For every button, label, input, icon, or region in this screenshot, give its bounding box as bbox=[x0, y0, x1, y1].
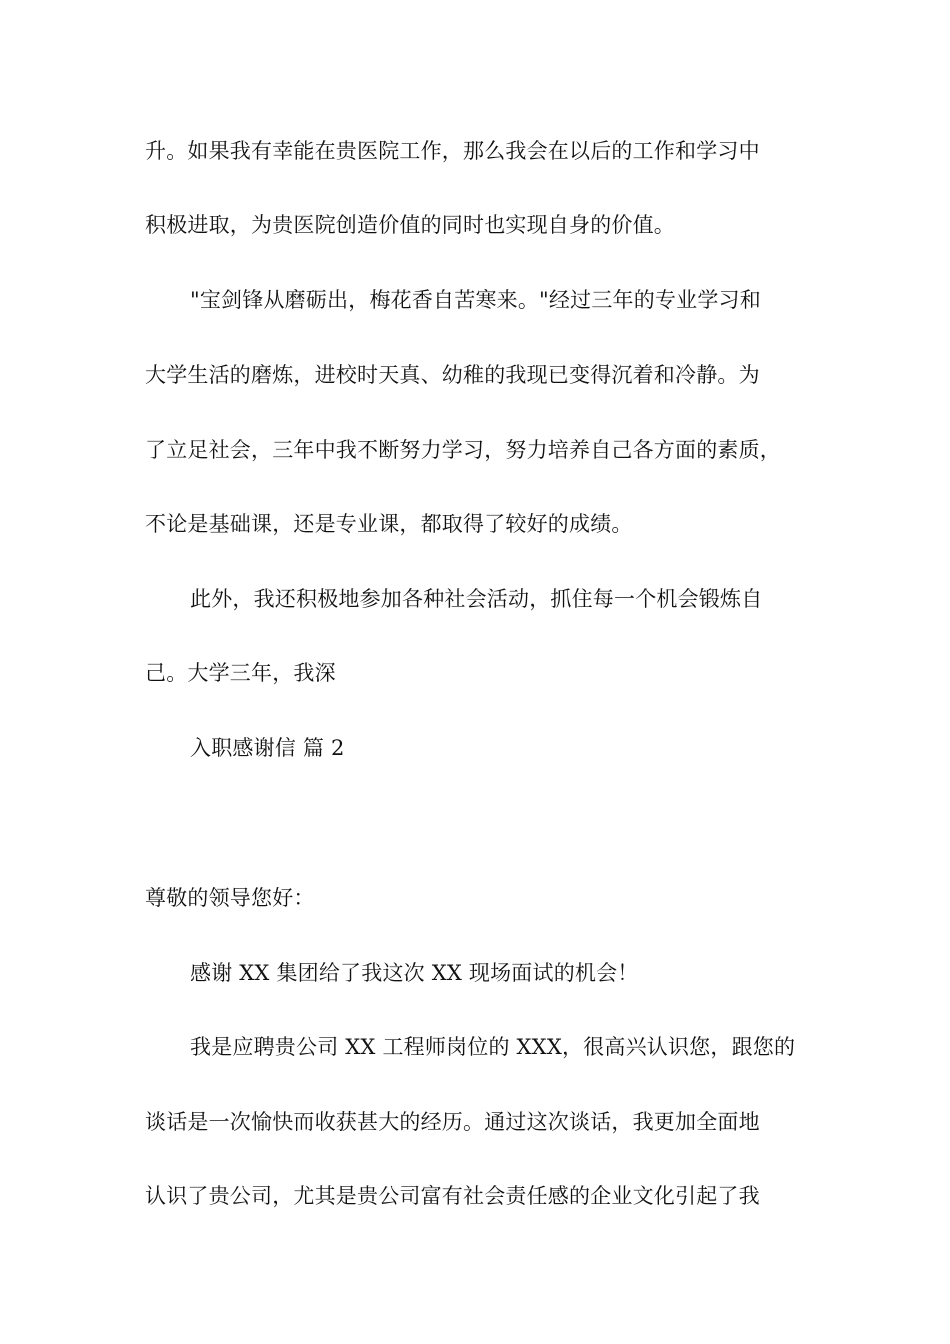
paragraph-line: "宝剑锋从磨砺出，梅花香自苦寒来。"经过三年的专业学习和 bbox=[190, 288, 761, 312]
letter-line: 我是应聘贵公司 XX 工程师岗位的 XXX，很高兴认识您，跟您的 bbox=[190, 1035, 796, 1059]
letter-line: 感谢 XX 集团给了我这次 XX 现场面试的机会！ bbox=[190, 961, 639, 985]
paragraph-line: 此外，我还积极地参加各种社会活动，抓住每一个机会锻炼自 bbox=[190, 587, 763, 611]
letter-line: 认识了贵公司，尤其是贵公司富有社会责任感的企业文化引起了我 bbox=[145, 1184, 760, 1208]
letter-line: 谈话是一次愉快而收获甚大的经历。通过这次谈话，我更加全面地 bbox=[145, 1110, 760, 1134]
paragraph-line: 积极进取，为贵医院创造价值的同时也实现自身的价值。 bbox=[145, 213, 675, 237]
section-title: 入职感谢信 篇 2 bbox=[190, 736, 345, 760]
paragraph-line: 大学生活的磨炼，进校时天真、幼稚的我现已变得沉着和冷静。为 bbox=[145, 363, 760, 387]
paragraph-line: 了立足社会，三年中我不断努力学习，努力培养自己各方面的素质， bbox=[145, 438, 781, 462]
letter-salutation: 尊敬的领导您好： bbox=[145, 886, 315, 910]
paragraph-line: 升。如果我有幸能在贵医院工作，那么我会在以后的工作和学习中 bbox=[145, 139, 760, 163]
paragraph-line: 不论是基础课，还是专业课，都取得了较好的成绩。 bbox=[145, 512, 633, 536]
paragraph-line: 己。大学三年，我深 bbox=[145, 661, 336, 685]
